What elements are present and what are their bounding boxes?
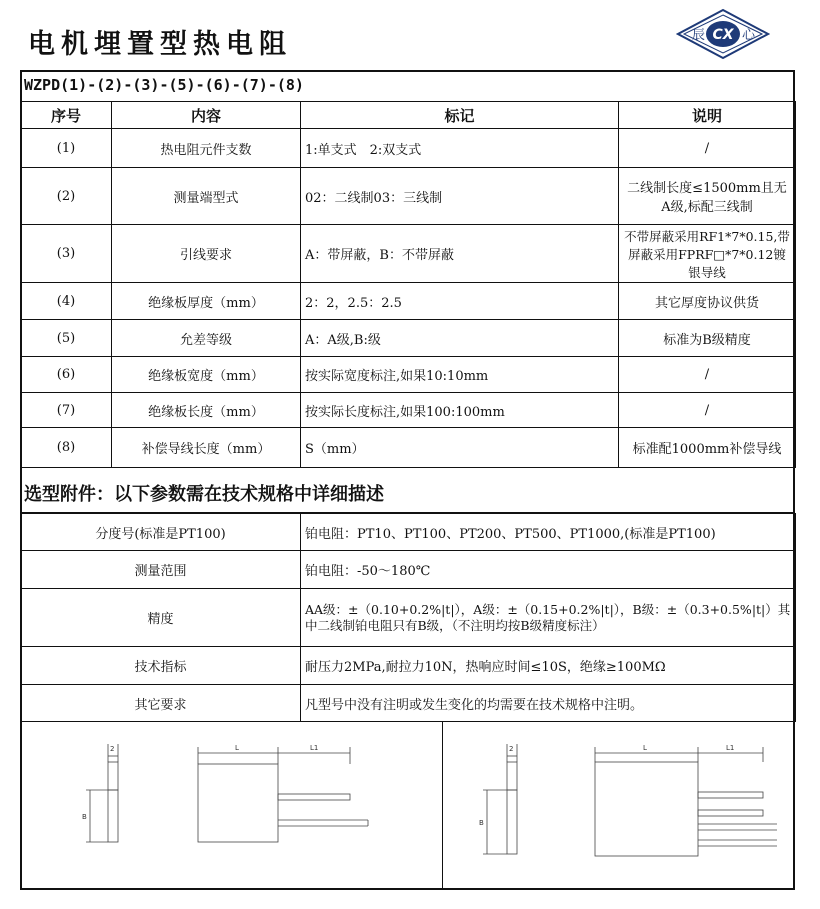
row-mark: A：A级,B:级 <box>301 320 619 357</box>
length-label: L <box>643 744 647 752</box>
logo-right-char: 心 <box>742 28 756 43</box>
option-value: 耐压力2MPa,耐拉力10N，热响应时间≤10S，绝缘≥100MΩ <box>301 647 796 685</box>
header-no: 序号 <box>21 102 112 129</box>
row-note: / <box>619 357 796 393</box>
option-row <box>21 647 796 685</box>
dimension-drawings <box>20 721 795 890</box>
option-label: 技术指标 <box>21 647 301 685</box>
option-row <box>21 685 796 722</box>
table-row <box>21 283 796 320</box>
option-value: 铂电阻：-50～180℃ <box>301 551 796 589</box>
row-mark: A：带屏蔽，B：不带屏蔽 <box>301 225 619 283</box>
table-row <box>21 428 796 468</box>
option-value: 凡型号中没有注明或发生变化的均需要在技术规格中注明。 <box>301 685 796 722</box>
option-row <box>21 551 796 589</box>
row-content: 允差等级 <box>112 320 301 357</box>
options-table <box>20 513 796 722</box>
row-content: 绝缘板厚度（mm） <box>112 283 301 320</box>
row-note: / <box>619 393 796 428</box>
row-mark: 1:单支式 2:双支式 <box>301 129 619 168</box>
table-row <box>21 357 796 393</box>
section-title: 选型附件：以下参数需在技术规格中详细描述 <box>20 467 795 513</box>
table-row <box>21 129 796 168</box>
logo-left-char: 辰 <box>692 28 706 43</box>
table-row <box>21 225 796 283</box>
row-content: 绝缘板长度（mm） <box>112 393 301 428</box>
company-logo <box>676 8 770 60</box>
row-note: 不带屏蔽采用RF1*7*0.15,带屏蔽采用FPRF□*7*0.12镀银导线 <box>619 225 796 283</box>
option-label: 精度 <box>21 589 301 647</box>
thickness-label: 2 <box>110 745 115 753</box>
drawing-double <box>443 722 793 890</box>
thickness-label: 2 <box>509 745 514 753</box>
row-mark: 2：2，2.5：2.5 <box>301 283 619 320</box>
row-note: / <box>619 129 796 168</box>
row-no: (1) <box>21 129 112 168</box>
lead-length-label: L1 <box>310 744 319 752</box>
row-mark: 按实际长度标注,如果100:100mm <box>301 393 619 428</box>
row-mark: S（mm） <box>301 428 619 468</box>
model-code: WZPD(1)-(2)-(3)-(5)-(6)-(7)-(8) <box>24 76 304 94</box>
lead-length-label: L1 <box>726 744 735 752</box>
row-no: (3) <box>21 225 112 283</box>
row-note: 二线制长度≤1500mm且无A级,标配三线制 <box>619 168 796 225</box>
row-content: 补偿导线长度（mm） <box>112 428 301 468</box>
row-mark: 按实际宽度标注,如果10:10mm <box>301 357 619 393</box>
table-row <box>21 168 796 225</box>
drawing-single <box>20 722 440 890</box>
row-content: 引线要求 <box>112 225 301 283</box>
logo-center-text: CX <box>712 27 734 43</box>
row-no: (8) <box>21 428 112 468</box>
row-content: 测量端型式 <box>112 168 301 225</box>
table-header <box>21 102 796 129</box>
option-label: 测量范围 <box>21 551 301 589</box>
option-label: 分度号(标准是PT100) <box>21 514 301 551</box>
option-value: AA级：±（0.10+0.2%|t|），A级：±（0.15+0.2%|t|），B级：±（0.3+0.5%|t|）其中二线制铂电阻只有B级，（不注明均按B级精度标注） <box>301 589 796 647</box>
row-content: 绝缘板宽度（mm） <box>112 357 301 393</box>
option-label: 其它要求 <box>21 685 301 722</box>
row-no: (5) <box>21 320 112 357</box>
header-content: 内容 <box>112 102 301 129</box>
length-label: L <box>235 744 239 752</box>
height-label: B <box>82 813 87 821</box>
option-value: 铂电阻：PT10、PT100、PT200、PT500、PT1000,(标准是PT100) <box>301 514 796 551</box>
page-title: 电机埋置型热电阻 <box>28 29 292 60</box>
option-row <box>21 514 796 551</box>
row-no: (2) <box>21 168 112 225</box>
header-mark: 标记 <box>301 102 619 129</box>
row-note: 标准为B级精度 <box>619 320 796 357</box>
row-note: 标准配1000mm补偿导线 <box>619 428 796 468</box>
row-content: 热电阻元件支数 <box>112 129 301 168</box>
option-row <box>21 589 796 647</box>
row-note: 其它厚度协议供货 <box>619 283 796 320</box>
header-note: 说明 <box>619 102 796 129</box>
height-label: B <box>479 819 484 827</box>
row-mark: 02：二线制03：三线制 <box>301 168 619 225</box>
spec-table <box>20 101 796 468</box>
table-row <box>21 393 796 428</box>
row-no: (6) <box>21 357 112 393</box>
row-no: (7) <box>21 393 112 428</box>
table-row <box>21 320 796 357</box>
row-no: (4) <box>21 283 112 320</box>
